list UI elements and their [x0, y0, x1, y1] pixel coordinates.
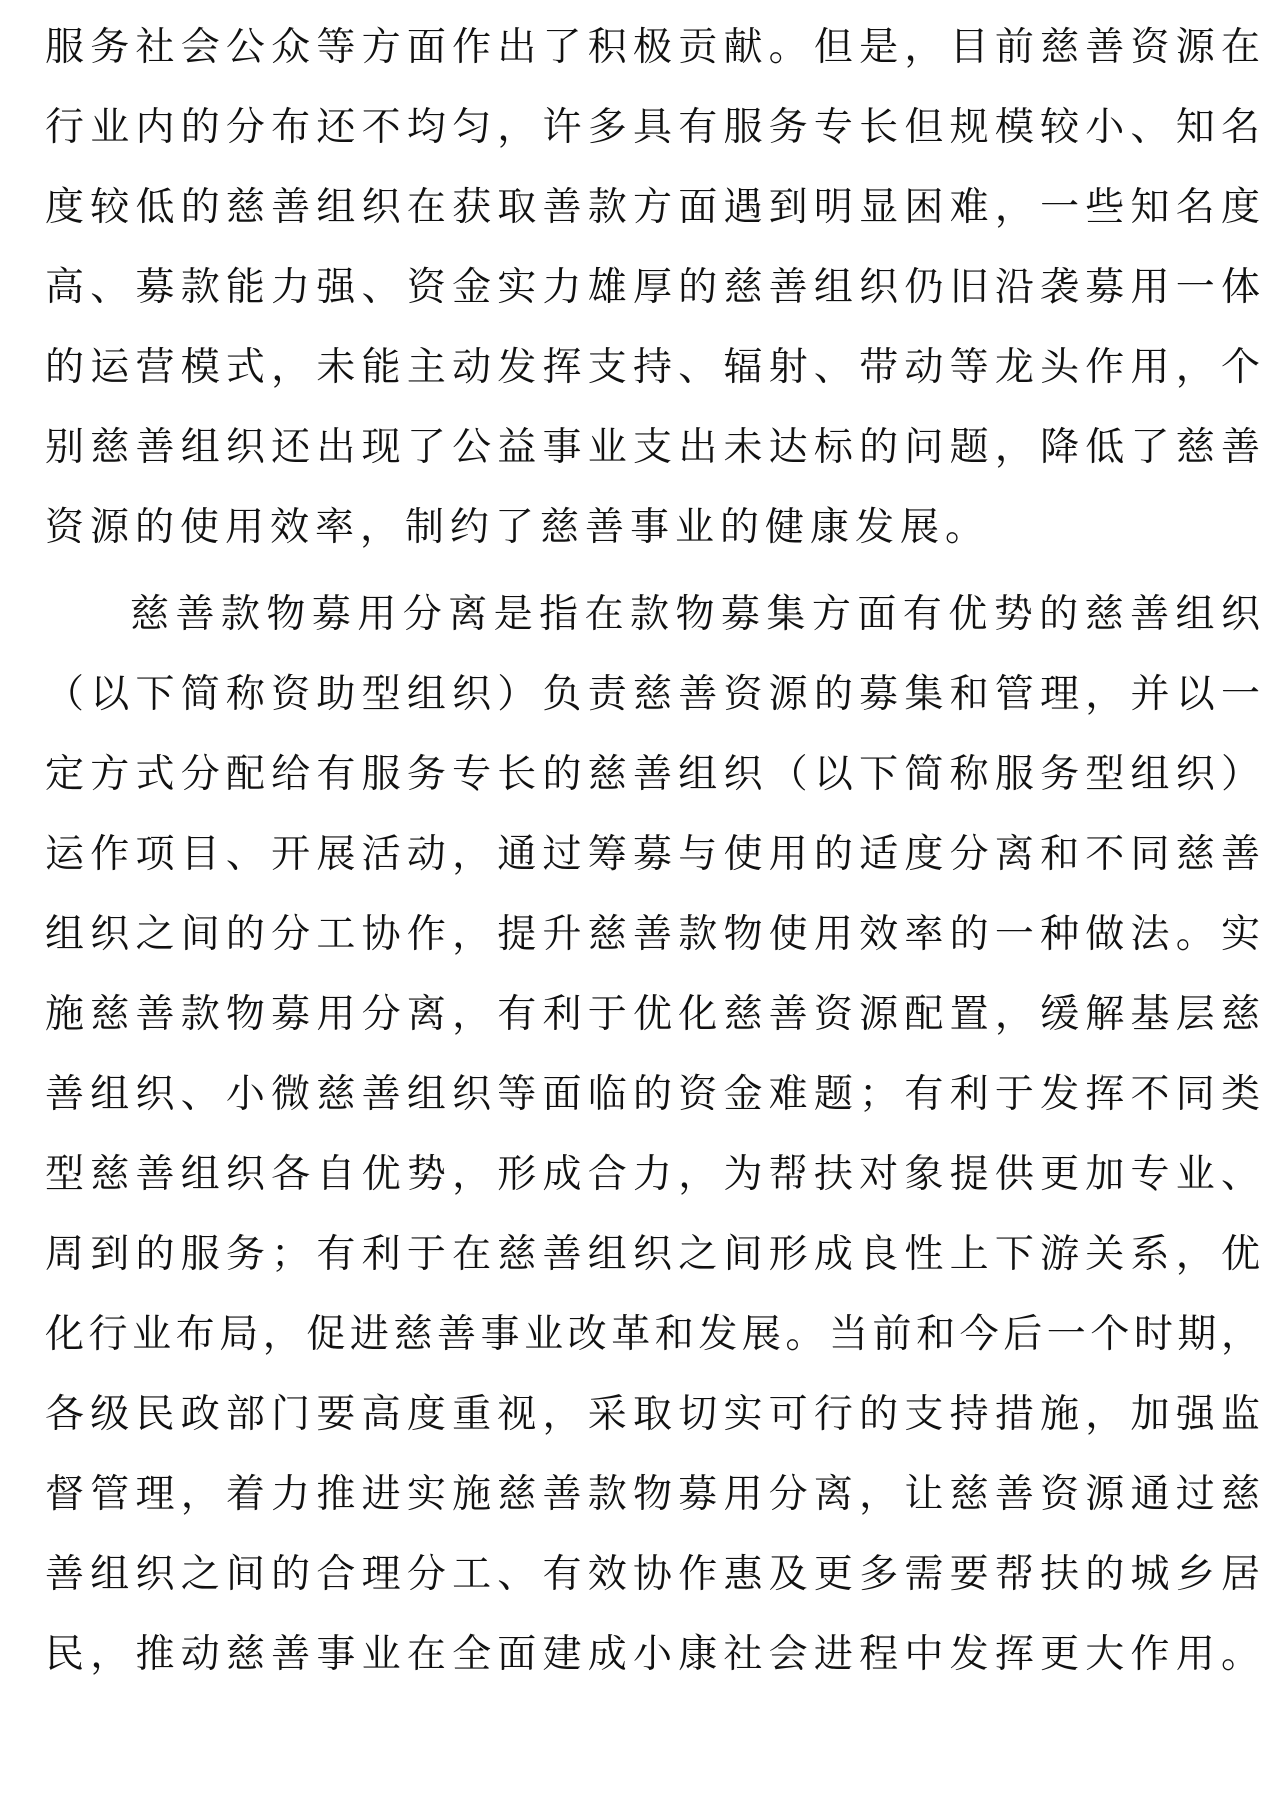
text-line: 化行业布局，促进慈善事业改革和发展。当前和今后一个时期，	[45, 1312, 1260, 1357]
text-line: 定方式分配给有服务专长的慈善组织（以下简称服务型组织）	[45, 752, 1260, 797]
text-line: 民，推动慈善事业在全面建成小康社会进程中发挥更大作用。	[45, 1632, 1260, 1677]
text-line: （以下简称资助型组织）负责慈善资源的募集和管理，并以一	[45, 672, 1260, 717]
text-line: 善组织、小微慈善组织等面临的资金难题；有利于发挥不同类	[45, 1072, 1260, 1117]
text-line: 督管理，着力推进实施慈善款物募用分离，让慈善资源通过慈	[45, 1472, 1260, 1517]
text-line: 组织之间的分工协作，提升慈善款物使用效率的一种做法。实	[45, 912, 1260, 957]
text-line: 别慈善组织还出现了公益事业支出未达标的问题，降低了慈善	[45, 425, 1260, 470]
text-line: 运作项目、开展活动，通过筹募与使用的适度分离和不同慈善	[45, 832, 1260, 877]
text-line: 各级民政部门要高度重视，采取切实可行的支持措施，加强监	[45, 1392, 1260, 1437]
text-line: 慈善款物募用分离是指在款物募集方面有优势的慈善组织	[130, 592, 1260, 637]
text-line: 型慈善组织各自优势，形成合力，为帮扶对象提供更加专业、	[45, 1152, 1260, 1197]
text-line: 善组织之间的合理分工、有效协作惠及更多需要帮扶的城乡居	[45, 1552, 1260, 1597]
text-line: 度较低的慈善组织在获取善款方面遇到明显困难，一些知名度	[45, 185, 1260, 230]
text-line: 高、募款能力强、资金实力雄厚的慈善组织仍旧沿袭募用一体	[45, 265, 1260, 310]
text-line: 施慈善款物募用分离，有利于优化慈善资源配置，缓解基层慈	[45, 992, 1260, 1037]
text-line: 服务社会公众等方面作出了积极贡献。但是，目前慈善资源在	[45, 25, 1260, 70]
text-line: 行业内的分布还不均匀，许多具有服务专长但规模较小、知名	[45, 105, 1260, 150]
text-line: 周到的服务；有利于在慈善组织之间形成良性上下游关系，优	[45, 1232, 1260, 1277]
text-line: 资源的使用效率，制约了慈善事业的健康发展。	[45, 505, 991, 550]
text-line: 的运营模式，未能主动发挥支持、辐射、带动等龙头作用，个	[45, 345, 1260, 390]
